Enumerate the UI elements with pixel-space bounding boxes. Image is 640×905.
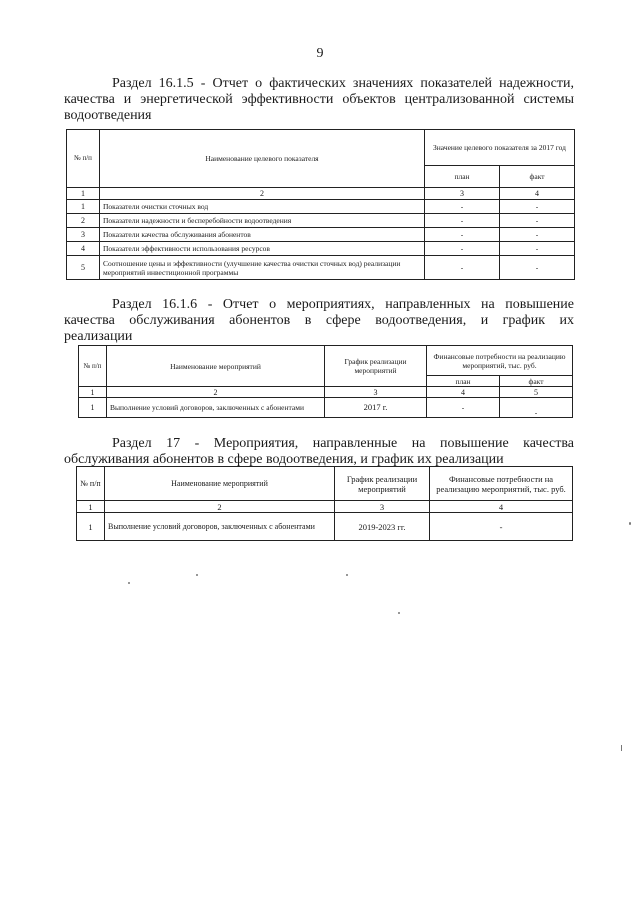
row-name: Выполнение условий договоров, заключенных с абонентами [105, 513, 335, 541]
table-row [77, 513, 573, 541]
row-no: 3 [67, 228, 100, 242]
row-plan: - [425, 214, 500, 228]
row-no: 2 [67, 214, 100, 228]
heading-line: Раздел 16.1.6 - Отчет о мероприятиях, направленных на повышение [112, 297, 574, 312]
table-row [67, 242, 575, 256]
row-fact: - [500, 200, 575, 214]
index-cell: 3 [325, 387, 427, 398]
row-fact: - [500, 256, 575, 280]
heading-line: обслуживания абонентов в сфере водоотведения, и график их реализации [64, 452, 504, 467]
table-row [67, 200, 575, 214]
scan-speck [398, 612, 400, 614]
table-row [79, 398, 573, 418]
heading-line: водоотведения [64, 108, 152, 123]
index-cell: 2 [105, 501, 335, 513]
header-no: № п/п [79, 346, 107, 387]
header-name: Наименование целевого показателя [100, 130, 425, 188]
header-finance: Финансовые потребности на реализацию мероприятий, тыс. руб. [427, 346, 573, 376]
index-cell: 3 [425, 188, 500, 200]
row-no: 5 [67, 256, 100, 280]
header-no: № п/п [67, 130, 100, 188]
index-cell: 4 [500, 188, 575, 200]
scan-speck [196, 574, 198, 576]
heading-line: качества и энергетической эффективности объектов централизованной системы [64, 92, 574, 107]
row-no: 4 [67, 242, 100, 256]
header-fact: факт [500, 166, 575, 188]
row-name: Показатели качества обслуживания абонентов [100, 228, 425, 242]
header-finance: Финансовые потребности на реализацию мероприятий, тыс. руб. [430, 467, 573, 501]
index-cell: 4 [430, 501, 573, 513]
page-number: 9 [316, 46, 324, 61]
section-17-heading [64, 436, 574, 468]
row-plan: - [425, 256, 500, 280]
table-row [67, 214, 575, 228]
row-no: 1 [77, 513, 105, 541]
row-fact: - [500, 228, 575, 242]
header-fact: факт [500, 376, 573, 387]
index-cell: 3 [335, 501, 430, 513]
scan-speck [346, 574, 348, 576]
index-cell: 1 [77, 501, 105, 513]
heading-line: качества обслуживания абонентов в сфере водоотведения, и график их [64, 313, 574, 328]
index-cell: 4 [427, 387, 500, 398]
row-plan: - [425, 242, 500, 256]
index-cell: 1 [79, 387, 107, 398]
index-row [77, 501, 573, 513]
header-name: Наименование мероприятий [107, 346, 325, 387]
index-row [79, 387, 573, 398]
row-name: Соотношение цены и эффективности (улучшение качества очистки сточных вод) реализации мероприятий инвестиционной программы [100, 256, 425, 280]
row-schedule: 2019-2023 гг. [335, 513, 430, 541]
section-16-1-5-heading [64, 76, 574, 124]
header-no: № п/п [77, 467, 105, 501]
measures-report-table [78, 345, 573, 418]
scan-speck [128, 582, 130, 584]
header-name: Наименование мероприятий [105, 467, 335, 501]
table-row [67, 256, 575, 280]
row-finance: - [430, 513, 573, 541]
header-schedule: График реализации мероприятий [325, 346, 427, 387]
section-16-1-6-heading [64, 297, 574, 345]
row-name: Выполнение условий договоров, заключенных с абонентами [107, 398, 325, 418]
scan-speck [621, 745, 622, 751]
row-fact: - [500, 398, 573, 418]
indicators-table [66, 129, 575, 280]
row-name: Показатели очистки сточных вод [100, 200, 425, 214]
row-no: 1 [79, 398, 107, 418]
header-value: Значение целевого показателя за 2017 год [425, 130, 575, 166]
index-cell: 2 [107, 387, 325, 398]
heading-line: Раздел 17 - Мероприятия, направленные на повышение качества [112, 436, 574, 451]
row-plan: - [425, 228, 500, 242]
measures-plan-table [76, 466, 573, 541]
scan-speck [629, 522, 631, 525]
row-name: Показатели эффективности использования ресурсов [100, 242, 425, 256]
table-row [67, 228, 575, 242]
index-row [67, 188, 575, 200]
index-cell: 2 [100, 188, 425, 200]
header-plan: план [427, 376, 500, 387]
row-schedule: 2017 г. [325, 398, 427, 418]
header-plan: план [425, 166, 500, 188]
heading-line: Раздел 16.1.5 - Отчет о фактических значениях показателей надежности, [112, 76, 574, 91]
row-fact: - [500, 214, 575, 228]
index-cell: 5 [500, 387, 573, 398]
row-no: 1 [67, 200, 100, 214]
row-name: Показатели надежности и бесперебойности водоотведения [100, 214, 425, 228]
row-plan: - [427, 398, 500, 418]
header-schedule: График реализации мероприятий [335, 467, 430, 501]
row-fact: - [500, 242, 575, 256]
heading-line: реализации [64, 329, 133, 344]
index-cell: 1 [67, 188, 100, 200]
row-plan: - [425, 200, 500, 214]
